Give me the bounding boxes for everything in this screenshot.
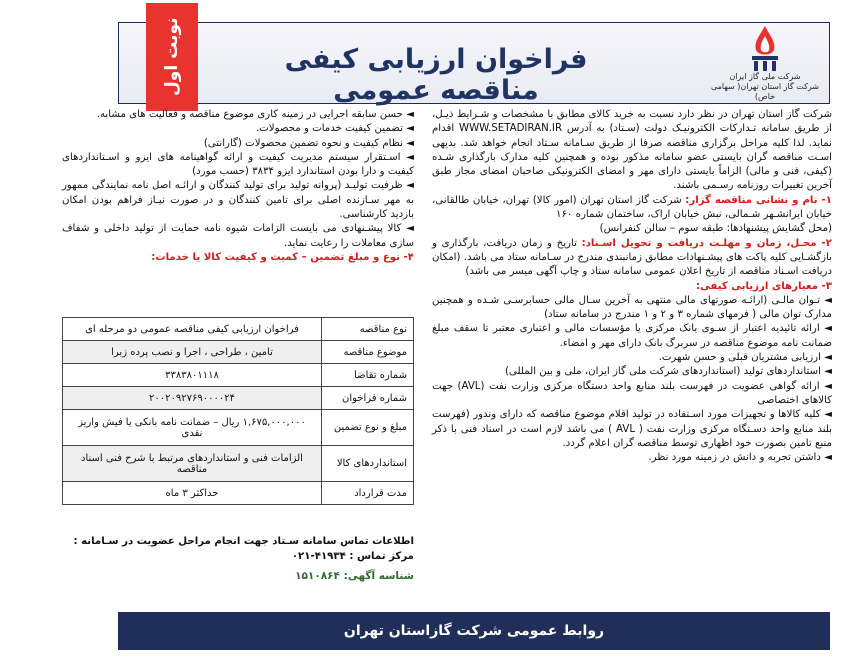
section-3-heading: ۳- معیارهای ارزیابی کیفی:	[695, 280, 832, 292]
table-key: مدت قرارداد	[322, 482, 414, 505]
company-logo	[710, 24, 820, 102]
section-1	[432, 194, 832, 223]
criteria-item: ◄ اسـتقرار سیستم مدیریت کیفیت و ارائه گواهینامه های ایزو و اسـتانداردهای کیفیت و دارا بودن استاندارد ایزو ۳۸۳۴ (حسب مورد)	[62, 151, 414, 178]
table-row	[63, 446, 414, 482]
table-value: حداکثر ۳ ماه	[63, 482, 322, 505]
table-key: مبلغ و نوع تضمین	[322, 410, 414, 446]
table-value: تامین ، طراحی ، اجرا و نصب پرده زبرا	[63, 341, 322, 364]
gas-flame-logo-icon	[744, 24, 786, 72]
criteria-item: ◄ ارزیابی مشتریان قبلی و حسن شهرت.	[658, 352, 832, 364]
table-value: ۱,۶۷۵,۰۰۰,۰۰۰ ریال – ضمانت نامه بانکی یا فیش واریز نقدی	[63, 410, 322, 446]
section-1-note: (محل گشایش پیشنهادها: طبقه سوم – سالن کنفرانس)	[599, 223, 832, 235]
table-value: الزامات فنی و استانداردهای مرتبط با شرح فنی اسناد مناقصه	[63, 446, 322, 482]
footer-banner: روابط عمومی شرکت گازاستان تهران	[118, 612, 830, 650]
criteria-item: ◄ کالا پیشـنهادی می بایست الزامات شیوه نامه حمایت از تولید داخلی و شفاف سازی معاملات را رعایت نماید.	[62, 223, 414, 249]
table-row	[63, 410, 414, 446]
table-key: نوع مناقصه	[322, 318, 414, 341]
table-key: شماره تقاضا	[322, 364, 414, 387]
criteria-item: ◄ ارائه گواهی عضویت در فهرست بلند منابع واحد دستگاه مرکزی وزارت نفت (AVL) جهت کالاهای اختصاصی	[432, 380, 832, 406]
criteria-item: ◄ کلیه کالاها و تجهیزات مورد اسـتفاده در تولید اقلام موضوع مناقصه که دارای وندور (فهرست بلند منابع واحد دسـتگاه مرکزی وزارت نفت ( AVL ) می باشد لازم است در اسناد فنی با ذکر منبع تامین بصورت خود اظهاری توسط مناقصه گران اعلام گردد.	[432, 409, 832, 449]
table-row	[63, 387, 414, 410]
criteria-item: ◄ تضمین کیفیت خدمات و محصولات.	[255, 123, 414, 135]
table-row	[63, 364, 414, 387]
table-key: موضوع مناقصه	[322, 341, 414, 364]
table-row	[63, 341, 414, 364]
section-2-body: تاریخ و زمان دریافت، بارگذاری و بازگشـایی کلیه پاکت های پیشـنهادات مطابق زمانبندی مندرج در سـامانه ستاد می باشد. (امکان دریافت اسـناد مناقصه از تاریخ اعلان عمومی سامانه ستاد و چاپ آگهی میسر می باشد)	[432, 237, 832, 278]
section-1-body: شرکت گاز استان تهران (امور کالا) تهران، خیابان طالقانی، خیابان ایرانشـهر شـمالی، نبش خیابان اراک، ساختمان شماره ۱۶۰	[432, 194, 832, 221]
round-ribbon: نوبت اول	[146, 3, 198, 111]
page-title: فراخوان ارزیابی کیفی مناقصه عمومی	[284, 44, 588, 106]
criteria-item: ◄ نظام کیفیت و نحوه تضمین محصولات (گارانتی)	[203, 137, 414, 149]
table-key: شماره فراخوان	[322, 387, 414, 410]
criteria-item: ◄ تـوان مالـی (ارائـه صورتهای مالی منتهی به آخرین سـال مالی حسابرسـی شـده و همچنین مدارک توان مالی ( فرمهای شماره ۳ و ۲ و ۱ مندرج در سامانه ستاد)	[432, 294, 832, 321]
left-column	[62, 108, 414, 265]
criteria-item: ◄ استانداردهای تولید (استانداردهای شرکت ملی گاز ایران، ملی و بین المللی)	[504, 366, 832, 378]
table-row	[63, 482, 414, 505]
criteria-item: ◄ ارائه تائیدیه اعتبار از سـوی بانک مرکزی یا مؤسسات مالی و اعتباری معتبر تا سقف مبلغ ضمانت نامه موضوع مناقصه در سربرگ بانک دارای مهر و امضاء.	[432, 323, 832, 349]
contact-info: اطلاعات تماس سامانه سـتاد جهت انجام مراحل عضویت در سـامانه : مرکز تماس : ۴۱۹۳۴-۰۲۱	[73, 536, 414, 562]
table-value: ۲۰۰۲۰۹۲۷۶۹۰۰۰۰۲۴	[63, 387, 322, 410]
logo-line-1: شرکت ملی گاز ایران	[729, 72, 801, 81]
table-row	[63, 318, 414, 341]
tender-details-table	[62, 317, 414, 505]
logo-line-2: شرکت گاز استان تهران( سهامی خاص)	[710, 82, 820, 101]
intro-paragraph: شرکت گاز استان تهران در نظر دارد نسبت به خرید کالای مطابق با مشخصات و شـرایط ذیـل، از طریق سامانه تـدارکات الکترونیـک دولت (سـتاد) به آدرس WWW.SETADIRAN.IR اقدام نماید. لذا کلیه مراحل برگزاری مناقصه صرفا از طریق سـامانه سـتاد انجام خواهد شد. بدیهی اسـت مناقصه گران بایستی عضو سامانه مذکور بوده و همچنین کلیه مدارک بارگذاری شـده (کیفی، فنی و مالی) الزاماً بایستی دارای مهر و امضای الکترونیکی صاحبان امضای مجاز طبق آخرین تغییرات روزنامه رسـمی باشند.	[432, 109, 832, 192]
ad-identifier: شناسه آگهی: ۱۵۱۰۸۶۴	[295, 570, 414, 582]
table-value: ۳۳۸۳۸۰۱۱۱۸	[63, 364, 322, 387]
section-1-heading: ۱- نام و نشانی مناقصه گزار:	[685, 194, 832, 206]
criteria-item: ◄ حسن سابقه اجرایی در زمینه کاری موضوع مناقصه و فعالیت های مشابه.	[96, 109, 414, 120]
section-2-heading: ۲- محـل، زمان و مهلـت دریافت و تحویل اسـناد:	[581, 237, 833, 249]
section-4-heading: ۴- نوع و مبلغ تضمین – کمیت و کیفیت کالا یا خدمات:	[151, 251, 414, 263]
criteria-item: ◄ ظرفیت تولیـد (پروانه تولید برای تولید کنندگان و ارائـه اصل نامه نمایندگی ممهور به مهر سـازنده اصلی برای تامین کنندگان و در صورت نیـاز فراهم بودن امکان بازدید کارشناسی.	[62, 180, 414, 221]
criteria-item: ◄ داشتن تجربه و دانش در زمینه مورد نظر.	[648, 452, 832, 464]
table-value: فراخوان ارزیابی کیفی مناقصه عمومی دو مرحله ای	[63, 318, 322, 341]
right-column	[432, 108, 832, 465]
section-2	[432, 237, 832, 280]
table-key: استانداردهای کالا	[322, 446, 414, 482]
